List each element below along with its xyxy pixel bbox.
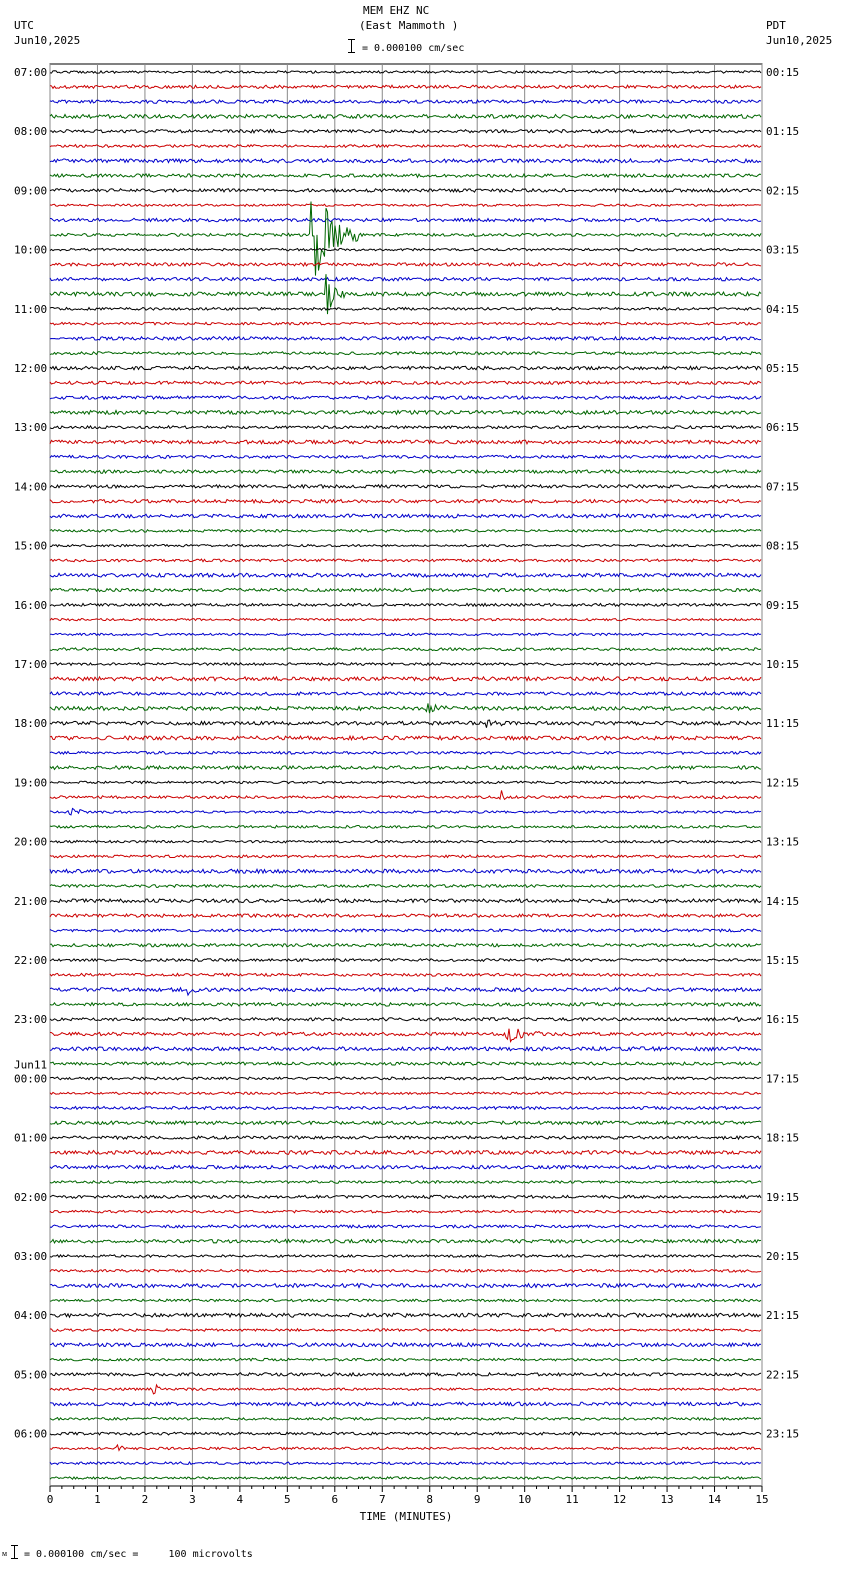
pdt-hour-label: 11:15 <box>766 717 800 731</box>
seismic-trace <box>50 100 761 103</box>
seismic-trace <box>50 736 761 740</box>
seismic-trace <box>50 115 761 119</box>
seismic-trace <box>50 855 761 858</box>
x-tick-label: 0 <box>46 1493 54 1506</box>
seismic-trace <box>50 973 761 976</box>
utc-hour-label: 14:00 <box>14 480 48 494</box>
pdt-hour-label: 01:15 <box>766 125 800 139</box>
seismic-trace <box>50 263 761 266</box>
utc-hour-label: 15:00 <box>14 539 48 553</box>
seismic-trace <box>50 1017 761 1021</box>
seismic-trace <box>50 545 761 547</box>
seismic-trace <box>50 366 761 369</box>
seismic-trace <box>50 1445 761 1451</box>
x-tick-label: 14 <box>707 1493 722 1506</box>
label-layer <box>14 66 799 1506</box>
x-tick-label: 12 <box>612 1493 627 1506</box>
seismic-trace <box>50 1181 761 1183</box>
seismic-trace <box>50 633 761 635</box>
seismic-trace <box>50 1255 761 1257</box>
seismic-trace <box>50 929 761 932</box>
seismic-trace <box>50 766 761 770</box>
seismic-trace <box>50 809 761 815</box>
seismic-trace <box>50 885 761 888</box>
seismic-trace <box>50 145 761 148</box>
pdt-hour-label: 19:15 <box>766 1190 800 1204</box>
seismic-trace <box>50 352 761 355</box>
seismic-trace <box>50 1029 761 1042</box>
seismic-trace <box>50 159 761 163</box>
utc-hour-label: 19:00 <box>14 776 48 790</box>
footer-scale-bottom <box>11 1558 18 1559</box>
x-tick-label: 13 <box>660 1493 674 1506</box>
seismic-trace <box>50 1402 761 1406</box>
seismic-trace <box>50 663 761 666</box>
seismic-trace <box>50 1432 761 1435</box>
footer-marker: ᴍ <box>2 1549 8 1558</box>
seismic-trace <box>50 85 761 88</box>
pdt-hour-label: 10:15 <box>766 658 800 671</box>
station-title: MEM EHZ NC <box>363 4 430 17</box>
seismic-trace <box>50 751 761 754</box>
seismic-trace <box>50 692 761 695</box>
utc-hour-label: 11:00 <box>14 302 48 316</box>
utc-hour-label: 20:00 <box>14 835 48 849</box>
seismic-trace <box>50 869 761 873</box>
seismic-trace <box>50 1385 761 1394</box>
utc-hour-label: 06:00 <box>14 1427 48 1441</box>
trace-layer <box>50 71 761 1479</box>
seismic-trace <box>50 677 761 681</box>
pdt-hour-label: 00:15 <box>766 66 800 79</box>
seismic-trace <box>50 781 761 783</box>
seismic-trace <box>50 1195 761 1198</box>
seismic-trace <box>50 1092 761 1094</box>
seismic-trace <box>50 514 761 518</box>
pdt-hour-label: 22:15 <box>766 1368 800 1382</box>
seismic-trace <box>50 322 761 325</box>
utc-hour-label: 13:00 <box>14 421 48 435</box>
seismic-trace <box>50 248 761 250</box>
seismic-trace <box>50 1313 761 1317</box>
seismic-trace <box>50 1462 761 1465</box>
right-date: Jun10,2025 <box>766 34 833 47</box>
seismic-trace <box>50 470 761 473</box>
x-tick-label: 1 <box>94 1493 101 1506</box>
pdt-hour-label: 14:15 <box>766 894 800 908</box>
seismic-trace <box>50 278 761 281</box>
seismic-trace <box>50 914 761 917</box>
left-date: Jun10,2025 <box>14 34 81 47</box>
pdt-hour-label: 08:15 <box>766 539 800 553</box>
utc-hour-label: 23:00 <box>14 1013 48 1027</box>
station-location: (East Mammoth ) <box>359 19 459 32</box>
seismic-trace <box>50 1240 761 1243</box>
seismic-trace <box>50 1284 761 1288</box>
seismic-trace <box>50 411 761 415</box>
seismic-trace <box>50 1418 761 1421</box>
x-tick-label: 6 <box>331 1493 339 1506</box>
seismic-trace <box>50 1210 761 1213</box>
seismic-trace <box>50 1299 761 1301</box>
scale-text: = 0.000100 cm/sec <box>362 43 465 54</box>
seismic-trace <box>50 530 761 533</box>
seismic-trace <box>50 1062 761 1065</box>
seismic-trace <box>50 426 761 429</box>
utc-hour-label: 12:00 <box>14 362 48 375</box>
pdt-hour-label: 17:15 <box>766 1072 800 1086</box>
date-change-label: Jun11 <box>14 1058 48 1072</box>
x-tick-label: 11 <box>565 1493 579 1506</box>
x-tick-label: 15 <box>755 1493 769 1506</box>
utc-hour-label: 00:00 <box>14 1072 48 1086</box>
utc-hour-label: 05:00 <box>14 1368 48 1382</box>
pdt-hour-label: 16:15 <box>766 1013 800 1027</box>
seismic-trace <box>50 308 761 311</box>
pdt-hour-label: 13:15 <box>766 835 800 849</box>
seismic-trace <box>50 1329 761 1332</box>
pdt-hour-label: 12:15 <box>766 776 800 790</box>
pdt-hour-label: 23:15 <box>766 1427 800 1441</box>
pdt-hour-label: 09:15 <box>766 598 800 612</box>
x-tick-label: 8 <box>426 1493 434 1506</box>
pdt-hour-label: 21:15 <box>766 1309 800 1323</box>
seismic-trace <box>50 396 761 399</box>
seismic-trace <box>50 944 761 947</box>
left-timezone: UTC <box>14 19 34 32</box>
footer-scale-top <box>11 1545 18 1546</box>
seismic-trace <box>50 1358 761 1361</box>
seismic-trace <box>50 337 761 340</box>
seismic-trace <box>50 218 761 221</box>
seismic-trace <box>50 1270 761 1273</box>
seismic-trace <box>50 1107 761 1110</box>
x-tick-label: 10 <box>518 1493 532 1506</box>
utc-hour-label: 18:00 <box>14 717 48 731</box>
seismic-trace <box>50 1077 761 1080</box>
pdt-hour-label: 06:15 <box>766 421 800 435</box>
seismic-trace <box>50 589 761 592</box>
seismic-trace <box>50 500 761 503</box>
utc-hour-label: 01:00 <box>14 1131 48 1145</box>
seismic-trace <box>50 1136 761 1139</box>
plot-frame <box>50 64 762 1486</box>
seismic-trace <box>50 174 761 177</box>
seismic-trace <box>50 189 761 192</box>
pdt-hour-label: 05:15 <box>766 362 800 375</box>
x-tick-label: 2 <box>141 1493 149 1506</box>
pdt-hour-label: 03:15 <box>766 243 800 257</box>
x-tick-label: 5 <box>284 1493 291 1506</box>
seismic-trace <box>50 1477 761 1479</box>
seismic-trace <box>50 440 761 444</box>
seismic-trace <box>50 703 761 713</box>
seismic-trace <box>50 1343 761 1347</box>
utc-hour-label: 16:00 <box>14 598 48 612</box>
seismic-trace <box>50 130 761 133</box>
seismic-trace <box>50 959 761 962</box>
seismic-trace <box>50 71 761 73</box>
seismic-trace <box>50 1003 761 1006</box>
seismic-trace <box>50 720 761 728</box>
utc-hour-label: 02:00 <box>14 1190 48 1204</box>
utc-hour-label: 17:00 <box>14 658 48 671</box>
seismic-trace <box>50 790 761 799</box>
pdt-hour-label: 07:15 <box>766 480 800 494</box>
seismic-trace <box>50 1373 761 1376</box>
seismic-trace <box>50 988 761 995</box>
utc-hour-label: 21:00 <box>14 894 48 908</box>
seismic-trace <box>50 648 761 651</box>
utc-hour-label: 08:00 <box>14 125 48 139</box>
utc-hour-label: 09:00 <box>14 184 48 198</box>
x-tick-label: 7 <box>378 1493 386 1506</box>
seismic-trace <box>50 1151 761 1155</box>
pdt-hour-label: 02:15 <box>766 184 800 198</box>
seismic-trace <box>50 1121 761 1124</box>
utc-hour-label: 03:00 <box>14 1250 48 1263</box>
x-tick-label: 3 <box>189 1493 196 1506</box>
seismic-trace <box>50 559 761 562</box>
seismic-trace <box>50 826 761 829</box>
utc-hour-label: 04:00 <box>14 1309 48 1323</box>
utc-hour-label: 07:00 <box>14 66 48 79</box>
pdt-hour-label: 04:15 <box>766 302 800 316</box>
seismic-trace <box>50 1047 761 1051</box>
x-tick-label: 4 <box>236 1493 244 1506</box>
seismic-trace <box>50 455 761 458</box>
seismic-trace <box>50 204 761 206</box>
pdt-hour-label: 15:15 <box>766 954 800 967</box>
right-timezone: PDT <box>766 19 786 32</box>
seismic-trace <box>50 840 761 842</box>
footer-scale-icon <box>14 1545 15 1559</box>
footer-scale-text: = 0.000100 cm/sec = 100 microvolts <box>24 1549 253 1560</box>
pdt-hour-label: 18:15 <box>766 1131 800 1145</box>
pdt-hour-label: 20:15 <box>766 1250 800 1263</box>
seismic-trace <box>50 485 761 488</box>
seismic-trace <box>50 619 761 621</box>
seismic-trace <box>50 1166 761 1169</box>
x-axis-title: TIME (MINUTES) <box>359 1510 453 1523</box>
x-tick-label: 9 <box>473 1493 481 1506</box>
seismic-trace <box>50 573 761 577</box>
seismic-trace <box>50 899 761 903</box>
seismic-trace <box>50 603 761 606</box>
seismic-trace <box>50 1225 761 1228</box>
seismic-trace <box>50 381 761 384</box>
utc-hour-label: 10:00 <box>14 243 48 257</box>
utc-hour-label: 22:00 <box>14 954 48 967</box>
